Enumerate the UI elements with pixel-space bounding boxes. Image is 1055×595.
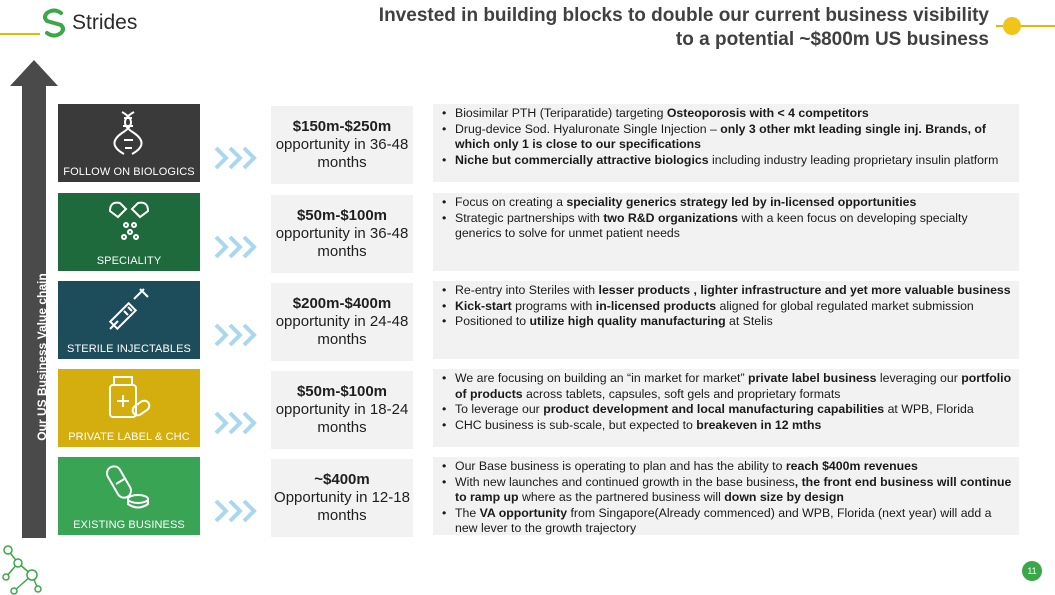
slide-title-line1: Invested in building blocks to double our current business visibility — [378, 5, 989, 26]
strides-s-icon — [42, 8, 66, 38]
chevron-arrows-icon — [214, 146, 262, 175]
bullet-text: Re-entry into Steriles with — [455, 283, 599, 297]
category-label: FOLLOW ON BIOLOGICS — [63, 166, 195, 178]
value-chain-arrow — [10, 60, 58, 538]
category-label: EXISTING BUSINESS — [73, 519, 185, 531]
bullet-text-bold: Kick-start — [455, 298, 512, 313]
bullet-text: Drug-device Sod. Hyaluronate Single Injection – — [455, 121, 721, 136]
opportunity-box — [271, 106, 413, 184]
category-tile — [58, 369, 200, 447]
opportunity-timeline: opportunity in 24-48 months — [275, 313, 409, 348]
opportunity-range: $150m-$250m — [292, 118, 392, 135]
bullet-text-bold: Niche but commercially attractive biologics — [455, 152, 709, 167]
bullet-text-bold: utilize high quality manufacturing — [529, 314, 726, 328]
bullet-item — [455, 475, 1013, 506]
bullet-item — [455, 402, 1013, 418]
bullet-text: The — [455, 505, 480, 520]
bullet-text: including industry leading proprietary insulin platform — [708, 152, 999, 167]
bullet-item — [455, 106, 1013, 122]
bullet-text-bold: reach $400m revenues — [785, 459, 918, 473]
category-tile — [58, 193, 200, 271]
description-box — [433, 104, 1019, 182]
category-label: SPECIALITY — [96, 255, 162, 267]
bullet-text: leveraging our — [876, 371, 962, 385]
bullet-text: Biosimilar PTH (Teriparatide) targeting — [455, 106, 667, 120]
bullet-text-bold: down size by design — [724, 490, 844, 504]
bullet-item — [455, 506, 1013, 537]
bullet-item — [455, 153, 1013, 169]
opportunity-box — [271, 459, 413, 537]
bullet-text: Focus on creating a — [455, 195, 567, 209]
opportunity-timeline: opportunity in 36-48 months — [275, 225, 409, 260]
opportunity-timeline: Opportunity in 12-18 months — [274, 489, 410, 524]
category-tile — [58, 457, 200, 535]
opportunity-range: $50m-$100m — [296, 383, 388, 400]
opportunity-box — [271, 195, 413, 273]
slide-title — [309, 4, 989, 52]
bullet-text-bold: lesser products , lighter infrastructure and yet more valuable business — [598, 283, 1011, 297]
bullet-text: programs with — [511, 298, 596, 313]
up-arrow-icon — [10, 60, 58, 538]
chevron-arrows-icon — [214, 235, 262, 264]
bullet-text-bold: breakeven in 12 mths — [696, 417, 822, 432]
accent-line-left — [0, 33, 40, 35]
bullet-text-bold: VA opportunity — [479, 505, 568, 520]
bullet-item — [455, 195, 1013, 211]
category-tile — [58, 104, 200, 182]
chevron-arrows-icon — [214, 411, 262, 440]
bullet-text: Our Base business is operating to plan and has the ability to — [455, 459, 786, 473]
bullet-text: With new launches and continued growth in the base business — [455, 474, 795, 489]
chevron-arrows-icon — [214, 323, 262, 352]
page-number: 11 — [1022, 561, 1042, 581]
accent-dot — [1003, 17, 1021, 35]
bullet-item — [455, 371, 1013, 402]
opportunity-box — [271, 371, 413, 449]
strides-logo — [42, 8, 137, 38]
bullet-item — [455, 314, 1013, 330]
slide-title-line2: to a potential ~$800m US business — [675, 29, 989, 50]
bullet-text-bold: only 3 other mkt leading single inj. Brands, of which only 1 is close to our specifications — [455, 121, 987, 151]
molecule-icon — [0, 545, 45, 595]
bullet-text: aligned for global regulated market submission — [716, 298, 974, 313]
bullet-text: across tablets, capsules, soft gels and proprietary formats — [522, 386, 841, 401]
pill-bottle-icon — [104, 373, 154, 423]
opportunity-range: $200m-$400m — [292, 295, 392, 312]
description-box — [433, 369, 1019, 447]
capsule-icon — [104, 197, 154, 247]
bullet-text: with a keen focus on developing specialty generics to solve for unmet patient needs — [455, 210, 968, 240]
bullet-text-bold: private label business — [747, 371, 877, 385]
bullet-text-bold: speciality generics strategy led by in-licensed opportunities — [566, 195, 917, 209]
bullet-text-bold: two R&D organizations — [603, 210, 738, 225]
opportunity-range: ~$400m — [314, 471, 370, 488]
dna-icon — [104, 108, 154, 158]
bullet-text: Positioned to — [455, 314, 530, 328]
bullet-item — [455, 283, 1013, 299]
bullet-item — [455, 418, 1013, 434]
bullet-text-bold: product development and local manufacturing capabilities — [543, 402, 885, 416]
bullet-text: CHC business is sub-scale, but expected to — [455, 417, 697, 432]
description-box — [433, 193, 1019, 271]
bullet-text-bold: in-licensed products — [595, 298, 717, 313]
category-label: STERILE INJECTABLES — [67, 343, 191, 355]
brand-name: Strides — [72, 11, 138, 34]
description-box — [433, 281, 1019, 359]
opportunity-range: $50m-$100m — [296, 207, 388, 224]
bullet-text: at Stelis — [725, 314, 773, 328]
bullet-text: We are focusing on building an “in market for market” — [455, 371, 748, 385]
bullet-item — [455, 299, 1013, 315]
opportunity-timeline: opportunity in 18-24 months — [275, 401, 409, 436]
bullet-item — [455, 459, 1013, 475]
bullet-text: at WPB, Florida — [884, 402, 974, 416]
opportunity-box — [271, 283, 413, 361]
pills-icon — [104, 461, 154, 511]
chevron-arrows-icon — [214, 499, 262, 528]
bullet-text: To leverage our — [455, 402, 544, 416]
bullet-item — [455, 211, 1013, 242]
value-chain-label: Our US Business Value chain — [35, 273, 49, 441]
bullet-text-bold: portfolio of products — [455, 371, 1012, 401]
bullet-text: from Singapore(Already commenced) and WPB, Florida (next year) will add a new lever to the growth trajectory — [455, 505, 992, 535]
category-tile — [58, 281, 200, 359]
bullet-text: where as the partnered business will — [518, 490, 725, 504]
bullet-text-bold: , the front end business will continue to ramp up — [455, 474, 1012, 504]
bullet-text: Strategic partnerships with — [455, 210, 604, 225]
category-label: PRIVATE LABEL & CHC — [68, 431, 190, 443]
bullet-item — [455, 122, 1013, 153]
bullet-text-bold: Osteoporosis with < 4 competitors — [666, 106, 869, 120]
description-box — [433, 457, 1019, 535]
opportunity-timeline: opportunity in 36-48 months — [275, 136, 409, 171]
syringe-icon — [104, 285, 154, 335]
